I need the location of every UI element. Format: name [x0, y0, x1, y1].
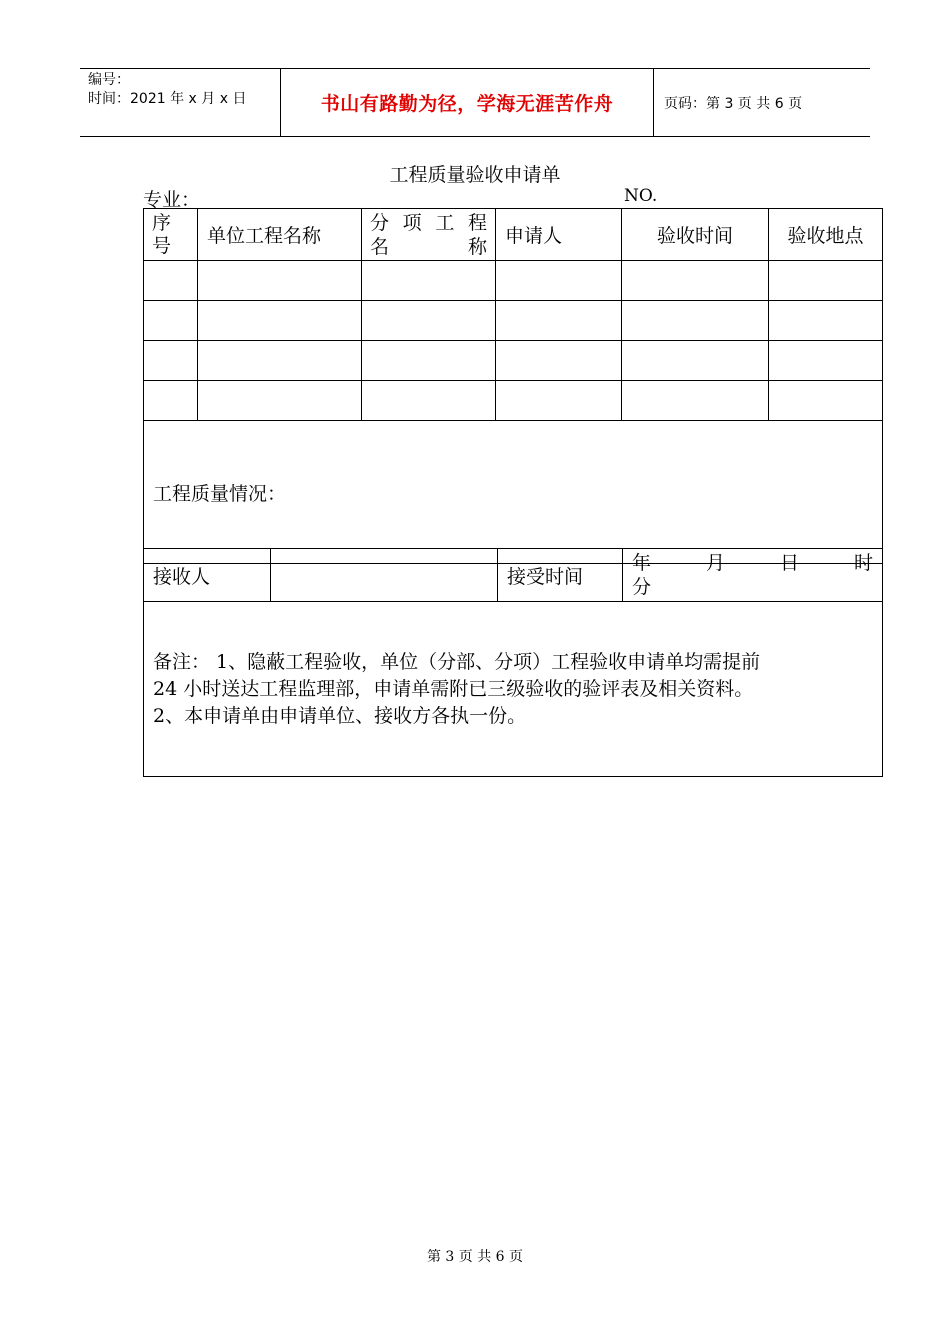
table-cell[interactable] [622, 301, 769, 341]
table-cell[interactable] [144, 381, 198, 421]
header-meta [88, 71, 246, 109]
header-unit-name: 单位工程名称 [198, 209, 362, 261]
table-cell[interactable] [622, 261, 769, 301]
table-row [144, 301, 883, 341]
receipt-table [143, 548, 883, 777]
table-cell[interactable] [198, 341, 362, 381]
header-accept-place: 验收地点 [769, 209, 883, 261]
notes-row [144, 602, 883, 777]
header-divider [653, 69, 654, 136]
header-subitem-name: 分 项 工 程 名 称 [362, 209, 496, 261]
time-label: 时间：2021 年 x 月 x 日 [88, 91, 247, 107]
quality-row [144, 421, 883, 564]
header-page-info: 页码：第 3 页 共 6 页 [664, 96, 803, 112]
specialty-label: 专业： [143, 189, 201, 211]
note-line: 2、本申请单由申请单位、接收方各执一份。 [153, 704, 527, 727]
table-cell[interactable] [198, 261, 362, 301]
application-table [143, 208, 883, 564]
note-line: 24 小时送达工程监理部，申请单需附已三级验收的验评表及相关资料。 [153, 677, 754, 700]
receive-time-label: 接受时间 [498, 549, 623, 602]
note-line: 备注： 1、隐蔽工程验收，单位（分部、分项）工程验收申请单均需提前 [153, 650, 761, 673]
receive-time-field[interactable]: 年 月 日 时 分 [623, 549, 883, 602]
serial-label: 编号： [88, 72, 130, 88]
quality-label: 工程质量情况： [153, 482, 287, 505]
table-cell[interactable] [496, 381, 622, 421]
table-cell[interactable] [496, 341, 622, 381]
table-cell[interactable] [144, 341, 198, 381]
table-cell[interactable] [362, 261, 496, 301]
page-footer: 第 3 页 共 6 页 [426, 1249, 524, 1265]
header-accept-time: 验收时间 [622, 209, 769, 261]
table-cell[interactable] [144, 261, 198, 301]
table-header-row [144, 209, 883, 261]
page-header [80, 68, 870, 137]
table-cell[interactable] [769, 341, 883, 381]
table-cell[interactable] [769, 261, 883, 301]
receiver-row [144, 549, 883, 602]
quality-field[interactable] [144, 421, 883, 564]
notes-cell [144, 602, 883, 777]
form-title: 工程质量验收申请单 [389, 164, 561, 186]
header-applicant: 申请人 [496, 209, 622, 261]
table-cell[interactable] [622, 341, 769, 381]
table-row [144, 381, 883, 421]
table-cell[interactable] [362, 301, 496, 341]
table-cell[interactable] [769, 301, 883, 341]
table-row [144, 341, 883, 381]
table-cell[interactable] [496, 261, 622, 301]
header-motto: 书山有路勤为径，学海无涯苦作舟 [320, 93, 614, 115]
table-cell[interactable] [622, 381, 769, 421]
receiver-label: 接收人 [144, 549, 271, 602]
table-row [144, 261, 883, 301]
table-cell[interactable] [362, 341, 496, 381]
number-label: NO. [624, 186, 658, 206]
table-cell[interactable] [362, 381, 496, 421]
table-cell[interactable] [496, 301, 622, 341]
table-cell[interactable] [198, 381, 362, 421]
table-cell[interactable] [144, 301, 198, 341]
header-seq: 序 号 [144, 209, 198, 261]
table-cell[interactable] [769, 381, 883, 421]
receiver-field[interactable] [271, 549, 498, 602]
table-cell[interactable] [198, 301, 362, 341]
